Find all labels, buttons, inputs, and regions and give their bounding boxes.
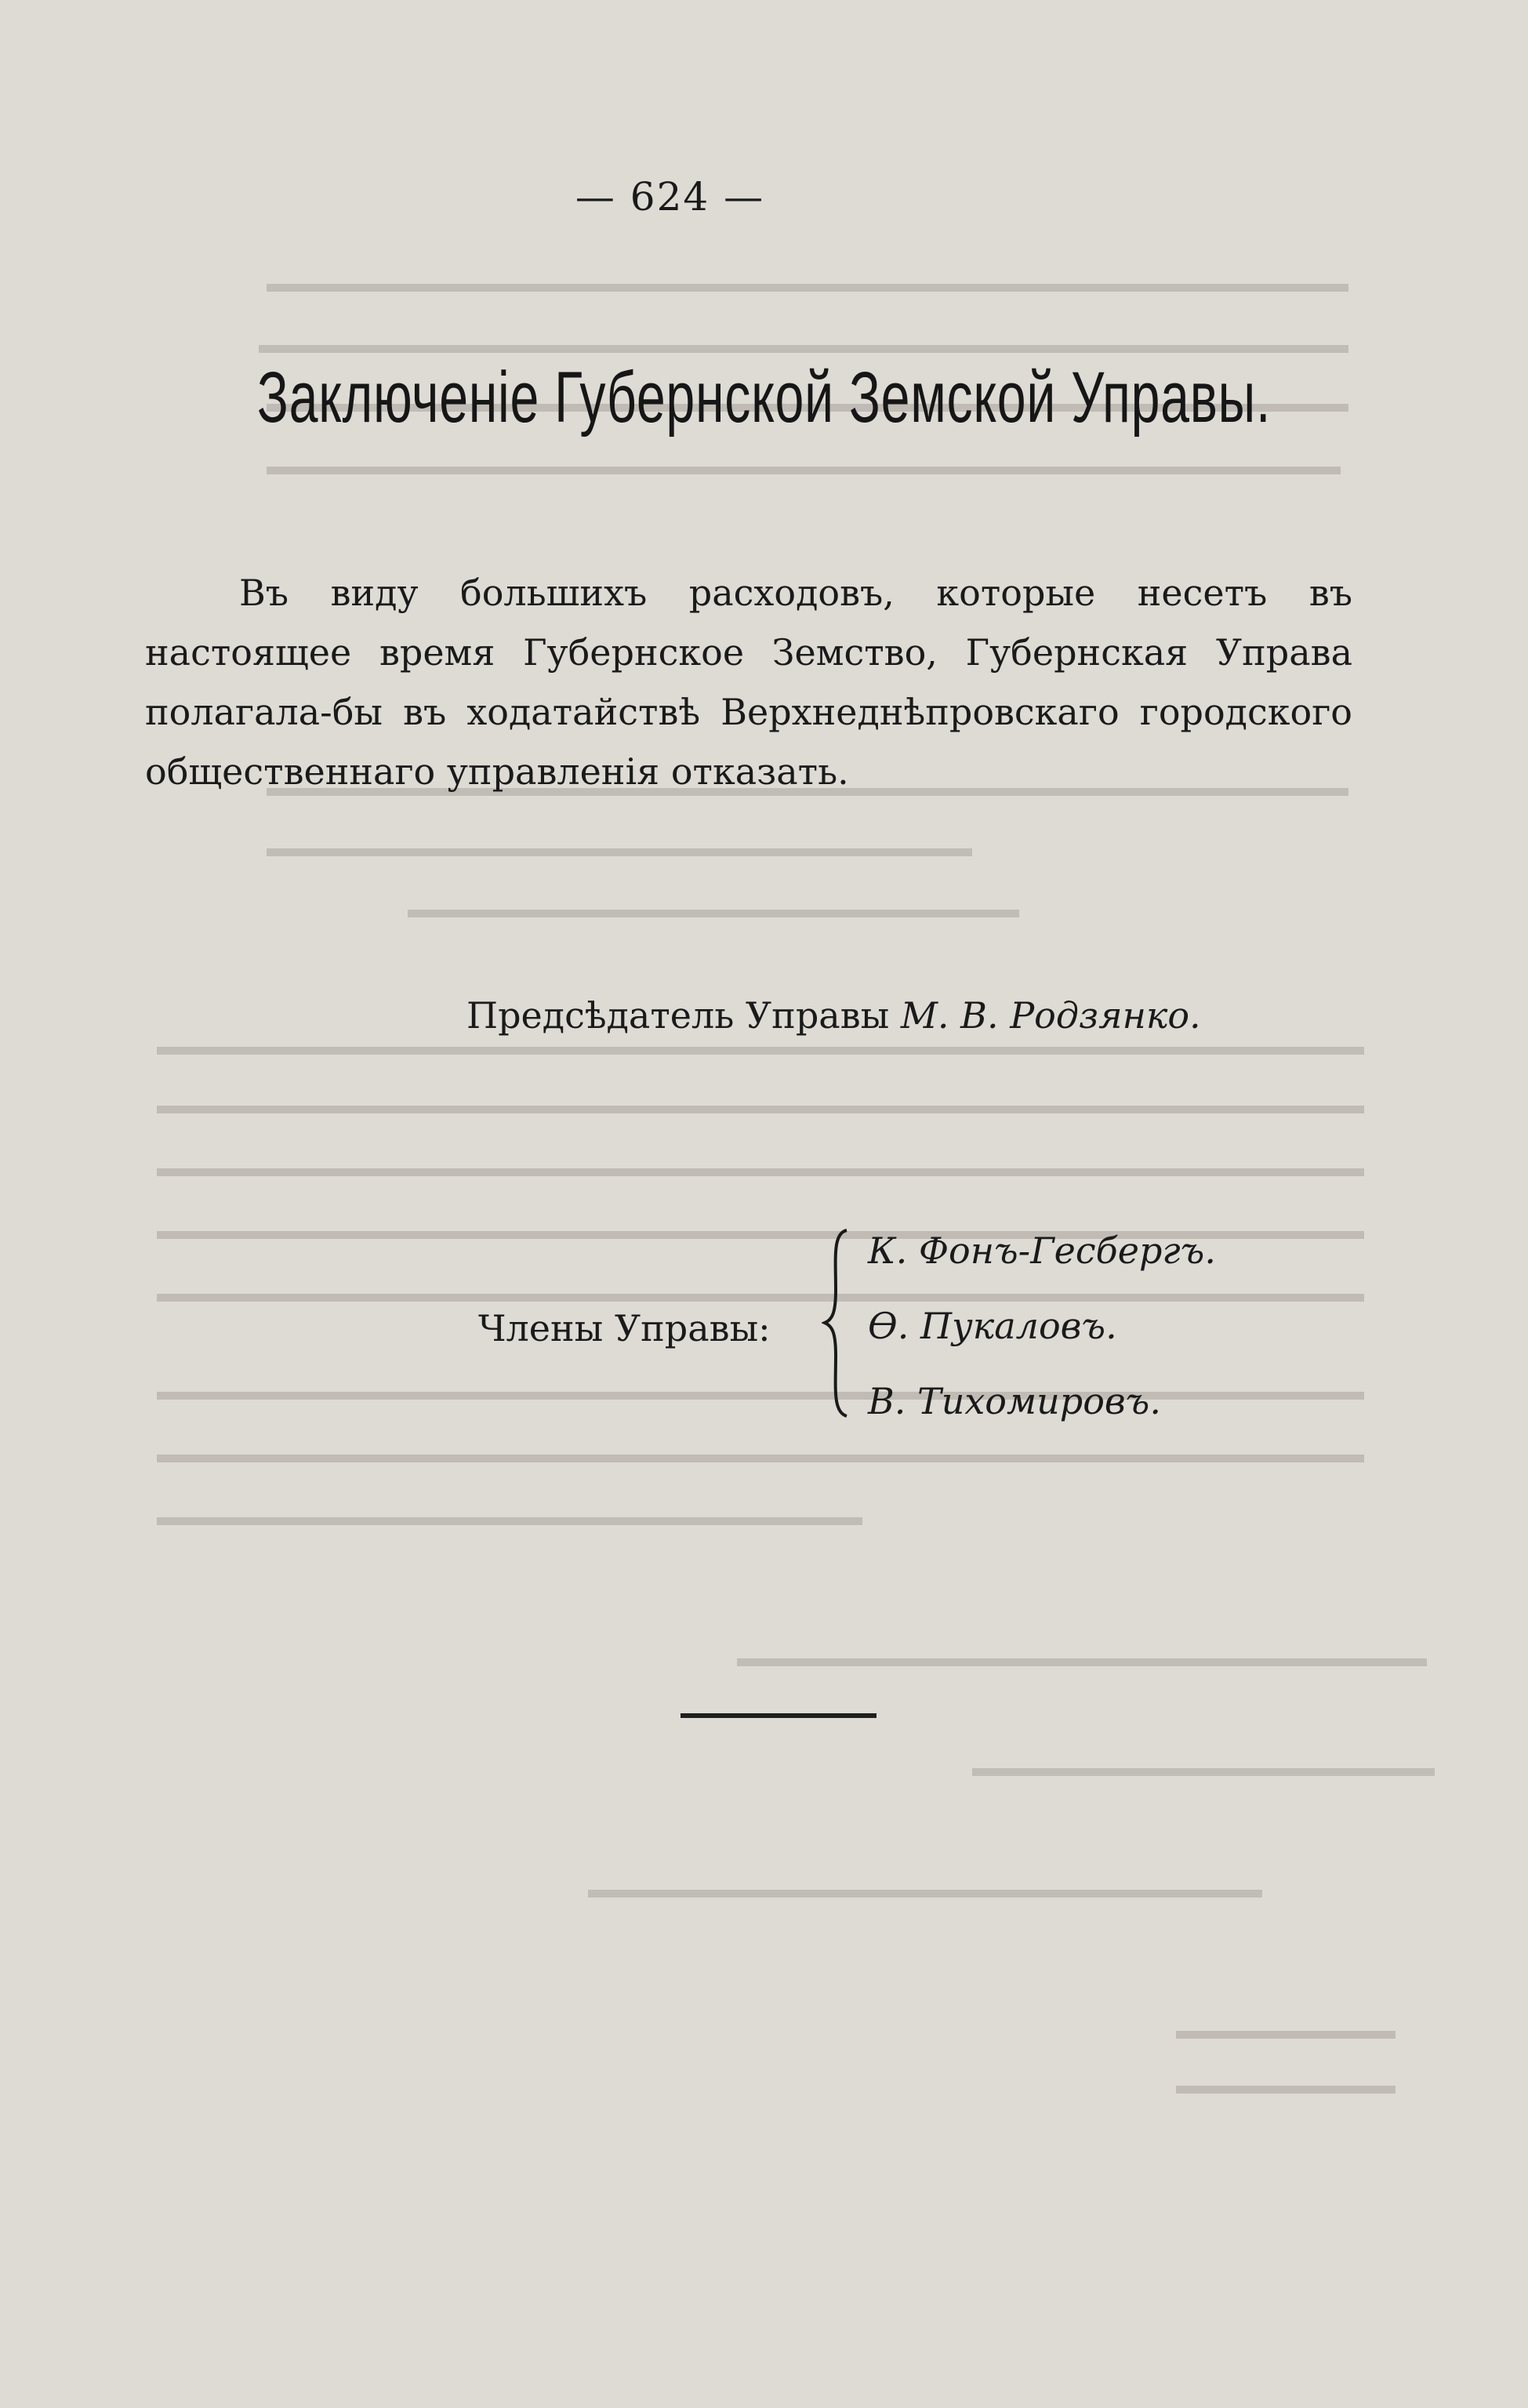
members-list bbox=[868, 1227, 1216, 1453]
members-label: Члены Управы: bbox=[478, 1307, 771, 1349]
member-name: В. Тихомировъ. bbox=[868, 1380, 1161, 1422]
chairman-label: Предсѣдатель Управы bbox=[466, 994, 890, 1037]
member-name: Ѳ. Пукаловъ. bbox=[868, 1305, 1117, 1347]
curly-brace-icon bbox=[822, 1227, 853, 1419]
page-number: — 624 — bbox=[575, 174, 765, 220]
page-title: Заключеніе Губернской Земской Управы. bbox=[256, 358, 1272, 438]
chairman-signature bbox=[466, 994, 1201, 1037]
chairman-name: М. В. Родзянко. bbox=[900, 994, 1201, 1037]
section-divider bbox=[681, 1713, 877, 1718]
body-paragraph: Въ виду большихъ расходовъ, которые несетъ въ настоящее время Губернское Земство, Губернская Управа полагала-бы въ ходатайствѣ Верхнеднѣпровскаго городского общественнаго управленія отказать. bbox=[145, 572, 1352, 793]
member-name: К. Фонъ-Гесбергъ. bbox=[868, 1229, 1216, 1272]
